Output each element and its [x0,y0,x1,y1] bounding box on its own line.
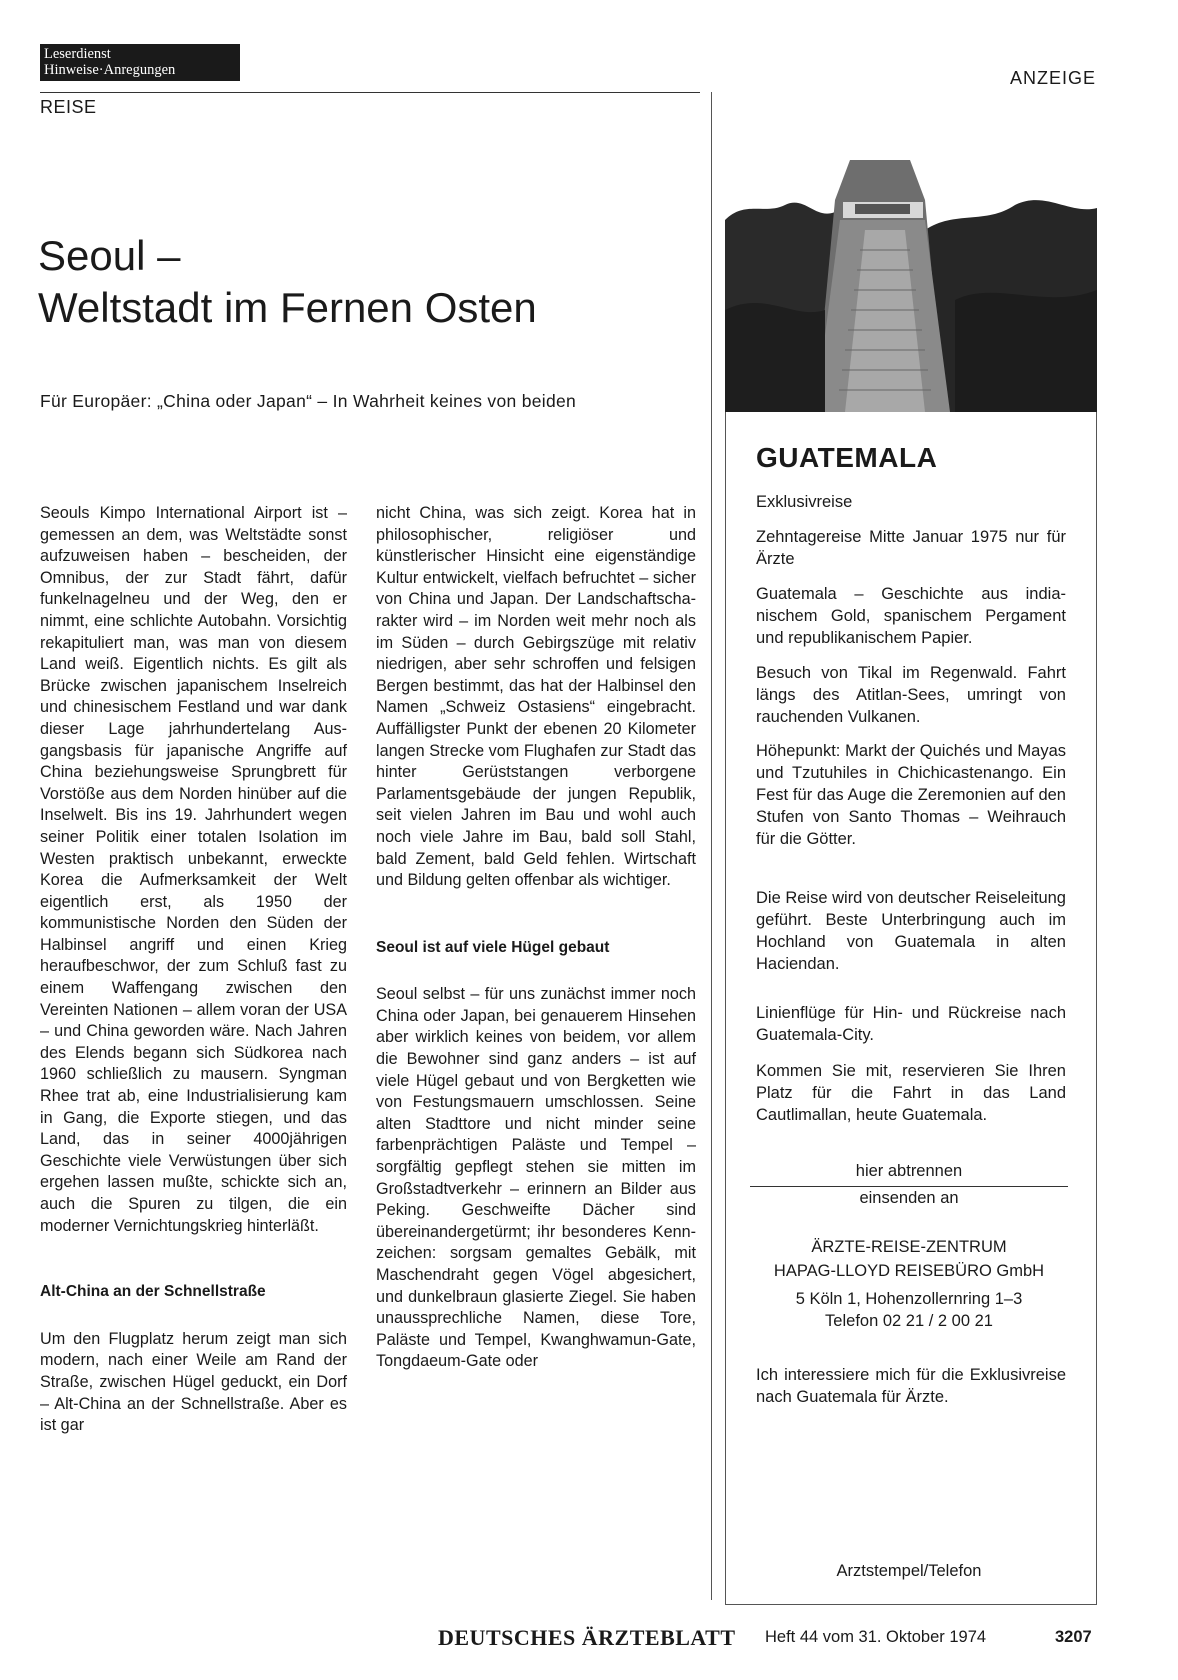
hinweise-label: Hinweise·Anregungen [44,62,176,78]
ad-paragraph-2: Zehntagereise Mitte Januar 1975 nur für Ärzte [756,528,1066,568]
company-phone: Telefon 02 21 / 2 00 21 [825,1312,993,1330]
col2-subheading: Seoul ist auf viele Hügel gebaut [376,938,610,956]
title-line-2: Weltstadt im Fernen Osten [38,284,537,331]
leserdienst-box [40,44,240,81]
ad-headline: GUATEMALA [756,442,938,473]
col2-paragraph-2: Seoul selbst – für uns zunächst immer noch China oder Japan, bei genauerem Hinsehen aber wirklich keines von beidem, vor allem die Bewohner sind ganz anders – ist auf viele Hügel gebaut und von Bergketten wie von Festungsmauern umschlossen. Seine alten Stadttore und nicht minder seine farbenprächtigen Paläste und Tempel – sorgfältig gepflegt stehen sie mitten im Großstadtverkehr – erinnern an Bilder aus Peking. Geschweifte Dächer sind übereinandergetürmt; ihr besonderes Kennzeichen: sorgsam gemaltes Gebälk, mit Maschendraht gegen Vögel abgesichert, und dunkelbraun glasierte Ziegel. Sie haben unaussprechliche Namen, diese Tore, Paläste und Tempel, Kwanghwamun-Gate, Tongdaeum-Gate oder [376,985,696,1371]
temple-photo [725,160,1097,412]
company-address: 5 Köln 1, Hohenzollernring 1–3 [795,1290,1023,1308]
col1-paragraph-2: Um den Flugplatz herum zeigt man sich modern, nach einer Weile am Rand der Straße, zwischen Hügel geduckt, ein Dorf – Alt-China an der Schnellstraße. Aber es ist gar [40,1329,347,1435]
ad-paragraph-6: Die Reise wird von deutscher Reiseleitung geführt. Beste Unterbringung auch im Hochland von Guatemala in alten Haciendan. [756,889,1066,973]
ad-paragraph-7: Linienflüge für Hin- und Rückreise nach Guatemala-City. [756,1004,1066,1044]
stamp-label: Arztstempel/Telefon [836,1562,982,1580]
column-divider [711,92,712,1600]
leserdienst-label: Leserdienst [44,46,111,62]
col2-paragraph-1: nicht China, was sich zeigt. Korea hat in philosophischer, religiöser und künstlerischer Hinsicht eine eigenständige Kultur entwickelt, vielfach befruchtet – sicher von China und Japan. Der Landschaftscharakter wird – im Norden weit mehr noch als im Süden – durch Gebirgszüge mit relativ niedrigen, aber sehr schroffen und felsigen Bergen bestimmt, das hat der Halbinsel den Namen „Schweiz Ostasiens“ eingebracht. Auffälligster Punkt der ebenen 20 Kilometer langen Strecke vom Flughafen zur Stadt das hinter Gerüststangen verborgene Parlamentsgebäude der jungen Republik, seit vielen Jahren im Bau und wohl auch noch viele Jahre im Bau, bald soll Stahl, bald Zement, bald Geld fehlen. Wirtschaft und Bildung gelten offenbar als wichtiger. [376,504,696,890]
ad-paragraph-3: Guatemala – Geschichte aus indianischem Gold, spanischem Pergament und republikanischem Papier. [756,585,1066,647]
send-label: einsenden an [859,1189,959,1207]
ad-paragraph-5: Höhepunkt: Markt der Quichés und Mayas und Tzutuhiles in Chichicastenango. Ein Fest für das Auge die Zeremonien auf den Stufen von Santo Thomas – Weihrauch für die Götter. [756,742,1066,848]
ad-paragraph-1: Exklusivreise [756,493,853,511]
col1-subheading: Alt-China an der Schnellstraße [40,1283,266,1301]
page-number: 3207 [1055,1628,1092,1646]
article-column-2 [376,503,696,1373]
footer-brand: DEUTSCHES ÄRZTEBLATT [438,1625,736,1650]
anzeige-label: ANZEIGE [1010,68,1097,88]
company-name-2: HAPAG-LLOYD REISEBÜRO GmbH [773,1262,1045,1280]
ad-paragraph-4: Besuch von Tikal im Regenwald. Fahrt längs des Atitlan-Sees, umringt von rauchenden Vulkanen. [756,664,1066,726]
cut-label: hier abtrennen [855,1162,963,1180]
col1-paragraph-1: Seouls Kimpo International Airport ist – gemessen an dem, was Weltstädte sonst aufzuweisen haben – bescheiden, der Omnibus, der zur Stadt fährt, dafür funkelnagelneu und der Weg, den er nimmt, eine schlichte Autobahn. Vorsichtig rekapituliert man, was man von diesem Land weiß. Eigentlich nichts. Es gilt als Brücke zwischen japanischem Inselreich und chinesischem Festland und war dank dieser Lage jahrhundertelang Ausgangsbasis für japanische Angriffe auf China beziehungsweise Sprungbrett für Vorstöße aus dem Norden hinüber auf die Inselwelt. Bis ins 19. Jahrhundert wegen seiner Politik einer totalen Isolation im Westen praktisch unbekannt, erweckte Korea die Aufmerksamkeit der Welt eigentlich erst, als 1950 der kommunistische Norden den Süden der Halbinsel angriff und einen Krieg heraufbeschwor, der zum Schluß fast zu einem Waffengang zwischen den Vereinten Nationen – allem voran der USA – und China geworden wäre. Nach Jahren des Elends begann sich Südkorea nach 1960 schließlich zu mausern. Syngman Rhee trat ab, eine Industrialisierung kam in Gang, die Exporte stiegen, und das Land, das in seiner 4000jährigen Geschichte viele Verwüstungen über sich ergehen lassen mußte, schickte sich an, auch die Spuren zu tilgen, die ein moderner Vernichtungskrieg hinterläßt. [40,504,347,1235]
article-subtitle: Für Europäer: „China oder Japan“ – In Wahrheit keines von beiden [40,391,577,411]
footer-issue: Heft 44 vom 31. Oktober 1974 [765,1628,987,1646]
title-line-1: Seoul – [38,232,181,279]
section-label: REISE [40,97,97,117]
article-title [38,230,537,334]
header-rule [40,92,700,93]
interest-statement: Ich interessiere mich für die Exklusivreise nach Guatemala für Ärzte. [756,1366,1066,1406]
company-name-1: ÄRZTE-REISE-ZENTRUM [811,1238,1007,1256]
article-column-1 [40,503,347,1437]
ad-paragraph-8: Kommen Sie mit, reservieren Sie Ihren Platz für die Fahrt in das Land Cautlimallan, heute Guatemala. [756,1062,1066,1124]
